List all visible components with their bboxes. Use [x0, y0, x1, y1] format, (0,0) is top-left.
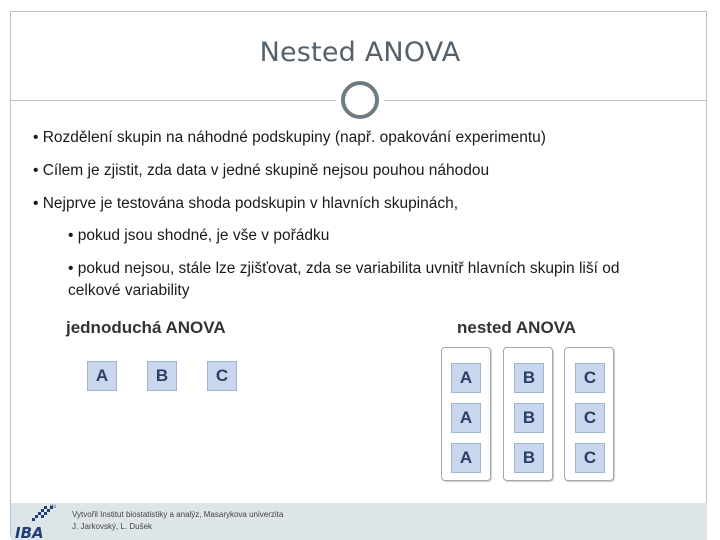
- nested-box-b3: B: [514, 443, 544, 473]
- nested-box-a2: A: [451, 403, 481, 433]
- nested-box-b2: B: [514, 403, 544, 433]
- simple-anova-title: jednoduchá ANOVA: [66, 318, 226, 337]
- iba-logo-icon: [14, 504, 57, 540]
- nested-box-a3: A: [451, 443, 481, 473]
- footer-credits: [72, 509, 283, 533]
- bullet-2: • Cílem je zjistit, zda data v jedné skupině nejsou pouhou náhodou: [33, 162, 490, 179]
- nested-box-c1: C: [575, 363, 605, 393]
- nested-box-b1: B: [514, 363, 544, 393]
- footer-line-1: Vytvořil Institut biostatistiky a analýz, Masarykova univerzita: [72, 510, 284, 519]
- bullet-1: • Rozdělení skupin na náhodné podskupiny (např. opakování experimentu): [33, 129, 546, 146]
- svg-text:IBA: IBA: [15, 524, 44, 540]
- simple-box-b: B: [147, 361, 177, 391]
- svg-text:MU: MU: [50, 504, 57, 509]
- nested-anova-title: nested ANOVA: [457, 318, 577, 337]
- nested-box-c2: C: [575, 403, 605, 433]
- title-divider-left: [11, 100, 336, 101]
- footer-line-2: J. Jarkovský, L. Dušek: [72, 522, 153, 531]
- subbullet-1: • pokud jsou shodné, je vše v pořádku: [68, 227, 330, 244]
- subbullet-2: • pokud nejsou, stále lze zjišťovat, zda se variabilita uvnitř hlavních skupin liší od celkové variability: [68, 260, 620, 299]
- bullet-3: • Nejprve je testována shoda podskupin v hlavních skupinách,: [33, 195, 459, 212]
- nested-box-c3: C: [575, 443, 605, 473]
- circle-ornament-icon: [341, 81, 379, 119]
- title-divider-right: [384, 100, 706, 101]
- nested-box-a1: A: [451, 363, 481, 393]
- simple-box-c: C: [207, 361, 237, 391]
- slide-title: Nested ANOVA: [259, 37, 461, 68]
- simple-box-a: A: [87, 361, 117, 391]
